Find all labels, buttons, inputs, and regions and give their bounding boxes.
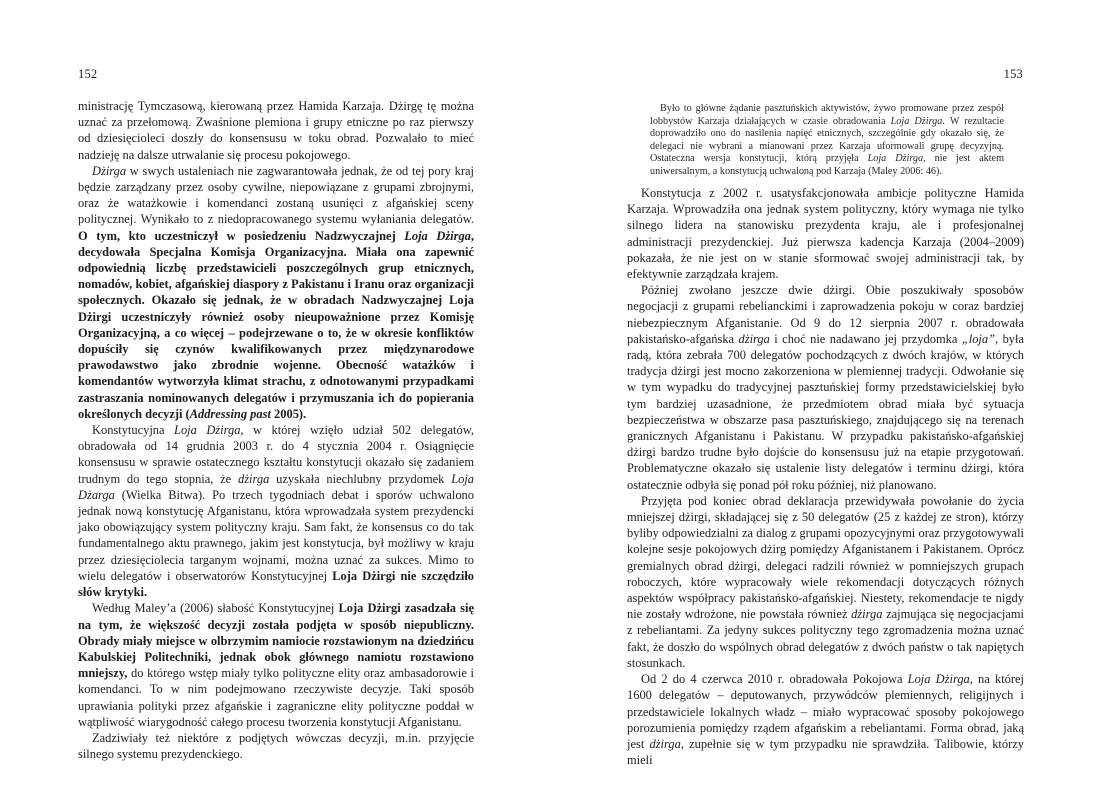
italic-term — [190, 407, 271, 421]
italic-term — [962, 332, 995, 346]
text-run: i choć nie nadawano jej przydomka — [769, 331, 962, 346]
bold-text: , decydowała Specjalna Komisja Organizacyjna. Miała ona zapewnić odpowiednią liczbę przedstawicieli poszczególnych grup etnicznych, nomadów, kobiet, afgańskiej diaspory z Pakistanu i Iranu oraz organizacji społecznych. Okazało się jednak, że w obradach Nadzwyczajnej Loja Dżirgi uczestniczyły również osoby nieupoważnione przez Komisję Organizacyjną, a co więcej – podejrzewane o to, że w okresie konfliktów dopuściły się czynów kwalifikowanych przez międzynarodowe prawodawstwo jako zbrodnie wojenne. Obecność watażków i komendantów wytworzyła klimat strachu, z odnotowanymi przypadkami zastraszania nominowanych delegatów i przymuszania ich do popierania określonych decyzji ( — [78, 228, 474, 421]
text-run: zajmująca się negocjacjami z rebeliantami. Za jedyny sukces polityczny tego zgromadzenia można uznać fakt, że doszło do wspólnych obrad delegatów z dwóch państw o tak napiętych stosunkach. — [627, 607, 1024, 670]
text-run: Przyjęta pod koniec obrad deklaracja przewidywała powołanie do życia mniejszej dżirgi, składającej się z 50 delegatów (25 z każdej ze stron), którzy byliby odpowiedzialni za dialog z grupami opozycyjnymi oraz przygotowywali kolejne sesje pokojowych dżirg pomiędzy Afganistanem i Pakistanem. Oprócz gremialnych obrad dżirgi, delegaci radzili również w pomniejszych grupach roboczych, które wypracowały wiele rekomendacji dotyczących różnych aspektów współpracy pakistańsko-afgańskiej. Niestety, rekomendacje te nigdy nie zostały wdrożone, nie powstała również — [627, 493, 1024, 622]
italic-text: dżirga — [237, 471, 270, 486]
italic-term — [174, 423, 240, 437]
text-run: Później zwołano jeszcze dwie dżirgi. Obie poszukiwały sposobów negocjacji z grupami rebelianckimi i zaprowadzenia pokoju w coraz bardziej niebezpiecznym Afganistanie. Od 9 do 12 sierpnia 2007 r. obradowała pakistańsko-afgańska — [627, 283, 1024, 346]
bold-text: Loja Dżirgi zasadzała się na tym, że większość decyzji została podjęta w sposób niepubliczny. Obrady miały miejsce w olbrzymim namiocie rozstawionym na dziedzińcu Kabulskiej Politechniki, jednak obok głównego namiotu rozstawiono mniejszy, — [78, 601, 474, 681]
text-run: Od 2 do 4 czerwca 2010 r. obradowała Pokojowa — [641, 672, 908, 687]
italic-term — [649, 737, 680, 751]
italic-text: Loja Dżirga — [867, 153, 924, 165]
text-run: , była radą, która zebrała 700 delegatów pochodzących z dwóch krajów, w których tradycja dżirgi jest mocno zakorzeniona w plemiennej tradycji. Odwołanie się w tym wypadku do tradycyjnej pasztuńskiej formy przedstawicielskiej było tym bardziej uzasadnione, że przedmiotem obrad miała być sytuacja bezpieczeństwa w obszarze pasa pasztuńskiego, znajdującego się na terenach granicznych Afganistanu i Pakistanu. W przypadku pakistańsko-afgańskiej dżirgi bardzo trudne było dojście do konsensusu już na etapie przygotowań. Problematyczne okazało się ustalenie listy delegatów i terminu dżirgi, która ostatecznie odbyła się ponad pół roku później, niż planowano. — [627, 331, 1024, 492]
paragraph — [78, 98, 474, 163]
text-run: uzyskała niechlubny przydomek — [269, 471, 452, 486]
bold-text: Addressing past — [189, 406, 271, 421]
italic-term — [891, 116, 943, 127]
page-number: 152 — [78, 67, 98, 81]
italic-term — [908, 672, 970, 686]
text-run: w swych ustaleniach nie zagwarantowała jednak, że od tej pory kraj będzie zarządzany przez osoby cywilne, niepowiązane z grupami zbrojnymi, oraz że watażkowie i komendanci zostaną usunięci z afgańskiej sceny politycznej. Wynikało to z niedopracowanego systemu wyłaniania delegatów. — [78, 163, 474, 227]
italic-term — [404, 229, 471, 243]
italic-text: „loja” — [961, 331, 996, 346]
paragraph — [78, 600, 474, 730]
italic-term — [92, 164, 126, 178]
text-run: Według Maley’a (2006) słabość Konstytucyjnej — [92, 601, 339, 616]
text-run: ministrację Tymczasową, kierowaną przez Hamida Karzaja. Dżirgę tę można uznać za przełomową. Zwaśnione plemiona i grupy etniczne po raz pierwszy od dziesięcioleci doszły do konsensusu w toku obrad. Pozwalało to mieć nadzieję na dalsze utrwalanie się procesu pokojowego. — [78, 99, 474, 162]
block-quote — [650, 103, 1004, 179]
right-page — [550, 0, 1100, 796]
bold-text: Loja Dżirga — [404, 228, 471, 243]
bold-text: 2005). — [270, 406, 307, 421]
italic-term — [238, 472, 269, 486]
paragraph — [627, 493, 1024, 671]
paragraph — [627, 282, 1024, 493]
italic-text: dżirga — [738, 331, 770, 346]
italic-text: dżirga — [649, 736, 681, 751]
quote-paragraph — [650, 103, 1004, 179]
italic-term — [868, 153, 924, 164]
bold-text: O tym, kto uczestniczył w posiedzeniu Nadzwyczajnej — [78, 228, 405, 243]
italic-term — [851, 607, 882, 621]
italic-term — [739, 332, 770, 346]
paragraph — [78, 730, 474, 762]
bold-text: Loja Dżirgi nie szczędziło słów krytyki. — [78, 568, 474, 600]
italic-text: Loja Dżirga — [174, 423, 241, 438]
paragraph — [627, 185, 1024, 282]
italic-text: dżirga — [851, 607, 883, 622]
italic-text: Loja Dżirga — [907, 672, 970, 687]
italic-text: Dżirga — [92, 163, 127, 178]
text-run: , na której 1600 delegatów – deputowanych, przywódców plemiennych, religijnych i przedstawiciele lokalnych władz – miało wypracować sposoby pokojowego porozumienia pomiędzy rządem afgańskim a rebeliantami. Forma obrad, jaką jest — [627, 672, 1024, 751]
text-run: , zupełnie się w tym przypadku nie sprawdziła. Talibowie, którzy mieli — [627, 736, 1024, 768]
text-run: Konstytucja z 2002 r. usatysfakcjonowała ambicje polityczne Hamida Karzaja. Wprowadziła ona jednak system polityczny, który wymaga nie tylko silnego lidera na stanowisku prezydenta kraju, ale i profesjonalnej administracji prezydenckiej. Już pierwsza kadencja Karzaja (2004–2009) pokazała, że nie jest on w stanie sformować swojej administracji tak, by efektywnie zarządzała krajem. — [627, 186, 1024, 282]
italic-text: Loja Dżarga — [78, 471, 474, 502]
text-run: Konstytucyjna — [92, 423, 175, 438]
text-run: (Wielka Bitwa). Po trzech tygodniach debat i sporów uchwalono jednak nową konstytucję Afganistanu, która wprowadzała system prezydencki jako obowiązujący system polityczny kraju. Sam fakt, że konsensus co do tak fundamentalnego aktu prawnego, jakim jest konstytucja, był możliwy w kraju przez dziesięciolecia targanym wojnami, można uznać za sukces. Mimo to wielu delegatów i obserwatorów Konstytucyjnej — [78, 487, 474, 583]
text-run: Było to główne żądanie pasztuńskich aktywistów, żywo promowane przez zespół lobbystów Karzaja działających w czasie obradowania — [650, 103, 1004, 127]
body-text — [78, 98, 474, 762]
text-run: do którego wstęp miały tylko polityczne elity oraz ambasadorowie i komendanci. To w nim podejmowano rzeczywiste decyzje. Taki sposób uprawiania polityki przez afgańskie i zagraniczne elity polityczne poddał w wątpliwość wiarygodność całego procesu tworzenia konstytucji Afganistanu. — [78, 666, 474, 729]
page-number: 153 — [1003, 67, 1023, 81]
text-run: , w której wzięło udział 502 delegatów, obradowała od 14 grudnia 2003 r. do 4 stycznia 2004 r. Osiągnięcie konsensusu w sprawie ostatecznego kształtu konstytucji okazało się zadaniem trudnym do tego stopnia, że — [78, 423, 475, 486]
body-text — [627, 185, 1024, 768]
text-run: , nie jest aktem uniwersalnym, a konstytucją uchwaloną pod Karzaja (Maley 2006: 46). — [650, 153, 1004, 177]
paragraph — [627, 671, 1024, 768]
italic-text: Loja Dżirga — [890, 115, 943, 127]
paragraph — [78, 422, 474, 600]
paragraph — [78, 163, 474, 422]
text-run: Zadziwiały też niektóre z podjętych wówczas decyzji, m.in. przyjęcie silnego systemu prezydenckiego. — [78, 730, 474, 762]
text-run: . W rezultacie doprowadziło ono do nasilenia napięć etnicznych, szczególnie gdy okazało się, że delegaci nie wybrani a mianowani przez Karzaja uformowali grupę decyzyjną. Ostateczna wersja konstytucji, którą przyjęła — [650, 115, 1004, 165]
